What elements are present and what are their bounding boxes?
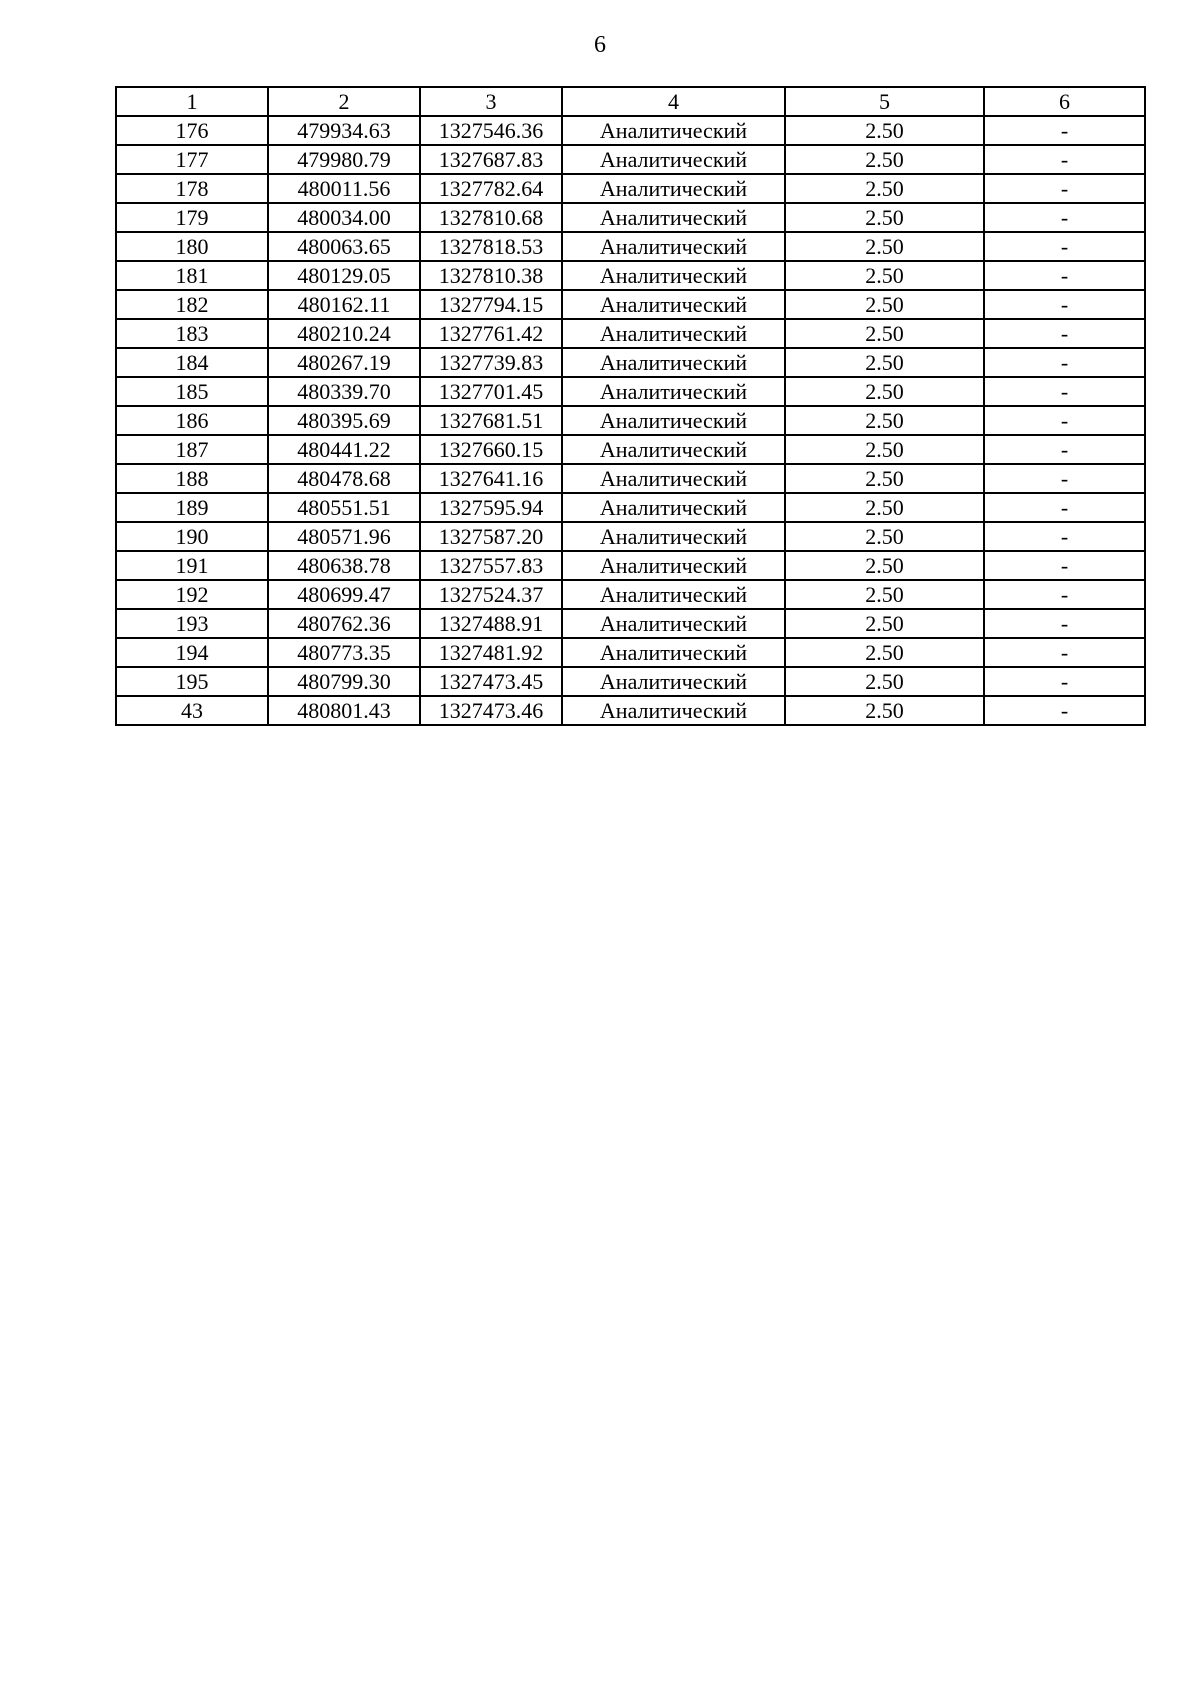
method-cell: Аналитический bbox=[562, 435, 785, 464]
description-cell: - bbox=[984, 261, 1145, 290]
description-cell: - bbox=[984, 145, 1145, 174]
y-coordinate-cell: 1327473.45 bbox=[420, 667, 562, 696]
x-coordinate-cell: 480762.36 bbox=[268, 609, 420, 638]
y-coordinate-cell: 1327524.37 bbox=[420, 580, 562, 609]
description-cell: - bbox=[984, 609, 1145, 638]
table-row bbox=[116, 261, 1145, 290]
x-coordinate-cell: 480478.68 bbox=[268, 464, 420, 493]
method-cell: Аналитический bbox=[562, 203, 785, 232]
coordinates-table bbox=[115, 86, 1146, 726]
description-cell: - bbox=[984, 203, 1145, 232]
description-cell: - bbox=[984, 290, 1145, 319]
accuracy-cell: 2.50 bbox=[785, 116, 984, 145]
description-cell: - bbox=[984, 435, 1145, 464]
x-coordinate-cell: 480571.96 bbox=[268, 522, 420, 551]
point-number-cell: 176 bbox=[116, 116, 268, 145]
table-row bbox=[116, 203, 1145, 232]
table-row bbox=[116, 435, 1145, 464]
table-row bbox=[116, 667, 1145, 696]
x-coordinate-cell: 480799.30 bbox=[268, 667, 420, 696]
point-number-cell: 191 bbox=[116, 551, 268, 580]
accuracy-cell: 2.50 bbox=[785, 232, 984, 261]
table-row bbox=[116, 551, 1145, 580]
method-cell: Аналитический bbox=[562, 551, 785, 580]
accuracy-cell: 2.50 bbox=[785, 493, 984, 522]
accuracy-cell: 2.50 bbox=[785, 406, 984, 435]
point-number-cell: 43 bbox=[116, 696, 268, 725]
x-coordinate-cell: 479934.63 bbox=[268, 116, 420, 145]
point-number-cell: 181 bbox=[116, 261, 268, 290]
y-coordinate-cell: 1327557.83 bbox=[420, 551, 562, 580]
table-row bbox=[116, 145, 1145, 174]
accuracy-cell: 2.50 bbox=[785, 203, 984, 232]
x-coordinate-cell: 480801.43 bbox=[268, 696, 420, 725]
description-cell: - bbox=[984, 464, 1145, 493]
point-number-cell: 189 bbox=[116, 493, 268, 522]
y-coordinate-cell: 1327782.64 bbox=[420, 174, 562, 203]
point-number-cell: 177 bbox=[116, 145, 268, 174]
y-coordinate-cell: 1327488.91 bbox=[420, 609, 562, 638]
description-cell: - bbox=[984, 406, 1145, 435]
y-coordinate-cell: 1327595.94 bbox=[420, 493, 562, 522]
column-header: 5 bbox=[785, 87, 984, 116]
x-coordinate-cell: 480699.47 bbox=[268, 580, 420, 609]
description-cell: - bbox=[984, 638, 1145, 667]
x-coordinate-cell: 480129.05 bbox=[268, 261, 420, 290]
method-cell: Аналитический bbox=[562, 609, 785, 638]
point-number-cell: 188 bbox=[116, 464, 268, 493]
column-header: 3 bbox=[420, 87, 562, 116]
method-cell: Аналитический bbox=[562, 116, 785, 145]
accuracy-cell: 2.50 bbox=[785, 464, 984, 493]
y-coordinate-cell: 1327794.15 bbox=[420, 290, 562, 319]
accuracy-cell: 2.50 bbox=[785, 435, 984, 464]
table-row bbox=[116, 696, 1145, 725]
point-number-cell: 193 bbox=[116, 609, 268, 638]
y-coordinate-cell: 1327818.53 bbox=[420, 232, 562, 261]
y-coordinate-cell: 1327641.16 bbox=[420, 464, 562, 493]
point-number-cell: 192 bbox=[116, 580, 268, 609]
accuracy-cell: 2.50 bbox=[785, 551, 984, 580]
method-cell: Аналитический bbox=[562, 232, 785, 261]
description-cell: - bbox=[984, 232, 1145, 261]
y-coordinate-cell: 1327660.15 bbox=[420, 435, 562, 464]
point-number-cell: 187 bbox=[116, 435, 268, 464]
accuracy-cell: 2.50 bbox=[785, 348, 984, 377]
accuracy-cell: 2.50 bbox=[785, 580, 984, 609]
description-cell: - bbox=[984, 116, 1145, 145]
x-coordinate-cell: 479980.79 bbox=[268, 145, 420, 174]
method-cell: Аналитический bbox=[562, 290, 785, 319]
table-row bbox=[116, 116, 1145, 145]
point-number-cell: 186 bbox=[116, 406, 268, 435]
y-coordinate-cell: 1327681.51 bbox=[420, 406, 562, 435]
x-coordinate-cell: 480063.65 bbox=[268, 232, 420, 261]
method-cell: Аналитический bbox=[562, 667, 785, 696]
y-coordinate-cell: 1327473.46 bbox=[420, 696, 562, 725]
description-cell: - bbox=[984, 667, 1145, 696]
method-cell: Аналитический bbox=[562, 696, 785, 725]
accuracy-cell: 2.50 bbox=[785, 319, 984, 348]
point-number-cell: 194 bbox=[116, 638, 268, 667]
table-row bbox=[116, 406, 1145, 435]
page-number: 6 bbox=[594, 32, 606, 58]
y-coordinate-cell: 1327546.36 bbox=[420, 116, 562, 145]
column-header: 4 bbox=[562, 87, 785, 116]
table-row bbox=[116, 522, 1145, 551]
table-row bbox=[116, 638, 1145, 667]
x-coordinate-cell: 480267.19 bbox=[268, 348, 420, 377]
column-header: 6 bbox=[984, 87, 1145, 116]
method-cell: Аналитический bbox=[562, 348, 785, 377]
y-coordinate-cell: 1327739.83 bbox=[420, 348, 562, 377]
table-header-row bbox=[116, 87, 1145, 116]
accuracy-cell: 2.50 bbox=[785, 522, 984, 551]
description-cell: - bbox=[984, 377, 1145, 406]
method-cell: Аналитический bbox=[562, 522, 785, 551]
table-row bbox=[116, 232, 1145, 261]
table-body bbox=[116, 87, 1145, 725]
x-coordinate-cell: 480034.00 bbox=[268, 203, 420, 232]
x-coordinate-cell: 480011.56 bbox=[268, 174, 420, 203]
accuracy-cell: 2.50 bbox=[785, 696, 984, 725]
x-coordinate-cell: 480441.22 bbox=[268, 435, 420, 464]
point-number-cell: 182 bbox=[116, 290, 268, 319]
x-coordinate-cell: 480395.69 bbox=[268, 406, 420, 435]
accuracy-cell: 2.50 bbox=[785, 145, 984, 174]
point-number-cell: 178 bbox=[116, 174, 268, 203]
method-cell: Аналитический bbox=[562, 580, 785, 609]
description-cell: - bbox=[984, 348, 1145, 377]
point-number-cell: 184 bbox=[116, 348, 268, 377]
accuracy-cell: 2.50 bbox=[785, 667, 984, 696]
accuracy-cell: 2.50 bbox=[785, 290, 984, 319]
accuracy-cell: 2.50 bbox=[785, 174, 984, 203]
x-coordinate-cell: 480551.51 bbox=[268, 493, 420, 522]
x-coordinate-cell: 480210.24 bbox=[268, 319, 420, 348]
method-cell: Аналитический bbox=[562, 319, 785, 348]
table-row bbox=[116, 290, 1145, 319]
point-number-cell: 179 bbox=[116, 203, 268, 232]
method-cell: Аналитический bbox=[562, 145, 785, 174]
y-coordinate-cell: 1327587.20 bbox=[420, 522, 562, 551]
accuracy-cell: 2.50 bbox=[785, 377, 984, 406]
accuracy-cell: 2.50 bbox=[785, 609, 984, 638]
point-number-cell: 180 bbox=[116, 232, 268, 261]
y-coordinate-cell: 1327810.38 bbox=[420, 261, 562, 290]
x-coordinate-cell: 480162.11 bbox=[268, 290, 420, 319]
method-cell: Аналитический bbox=[562, 406, 785, 435]
description-cell: - bbox=[984, 319, 1145, 348]
method-cell: Аналитический bbox=[562, 377, 785, 406]
point-number-cell: 183 bbox=[116, 319, 268, 348]
y-coordinate-cell: 1327701.45 bbox=[420, 377, 562, 406]
point-number-cell: 185 bbox=[116, 377, 268, 406]
table-row bbox=[116, 493, 1145, 522]
table-row bbox=[116, 580, 1145, 609]
description-cell: - bbox=[984, 580, 1145, 609]
y-coordinate-cell: 1327810.68 bbox=[420, 203, 562, 232]
method-cell: Аналитический bbox=[562, 493, 785, 522]
method-cell: Аналитический bbox=[562, 464, 785, 493]
method-cell: Аналитический bbox=[562, 261, 785, 290]
x-coordinate-cell: 480638.78 bbox=[268, 551, 420, 580]
table-row bbox=[116, 319, 1145, 348]
table-row bbox=[116, 377, 1145, 406]
x-coordinate-cell: 480339.70 bbox=[268, 377, 420, 406]
description-cell: - bbox=[984, 493, 1145, 522]
accuracy-cell: 2.50 bbox=[785, 261, 984, 290]
y-coordinate-cell: 1327761.42 bbox=[420, 319, 562, 348]
method-cell: Аналитический bbox=[562, 174, 785, 203]
table-row bbox=[116, 609, 1145, 638]
table-row bbox=[116, 174, 1145, 203]
method-cell: Аналитический bbox=[562, 638, 785, 667]
point-number-cell: 190 bbox=[116, 522, 268, 551]
column-header: 2 bbox=[268, 87, 420, 116]
description-cell: - bbox=[984, 551, 1145, 580]
y-coordinate-cell: 1327687.83 bbox=[420, 145, 562, 174]
y-coordinate-cell: 1327481.92 bbox=[420, 638, 562, 667]
description-cell: - bbox=[984, 696, 1145, 725]
table-row bbox=[116, 464, 1145, 493]
point-number-cell: 195 bbox=[116, 667, 268, 696]
table-row bbox=[116, 348, 1145, 377]
description-cell: - bbox=[984, 174, 1145, 203]
accuracy-cell: 2.50 bbox=[785, 638, 984, 667]
x-coordinate-cell: 480773.35 bbox=[268, 638, 420, 667]
description-cell: - bbox=[984, 522, 1145, 551]
column-header: 1 bbox=[116, 87, 268, 116]
